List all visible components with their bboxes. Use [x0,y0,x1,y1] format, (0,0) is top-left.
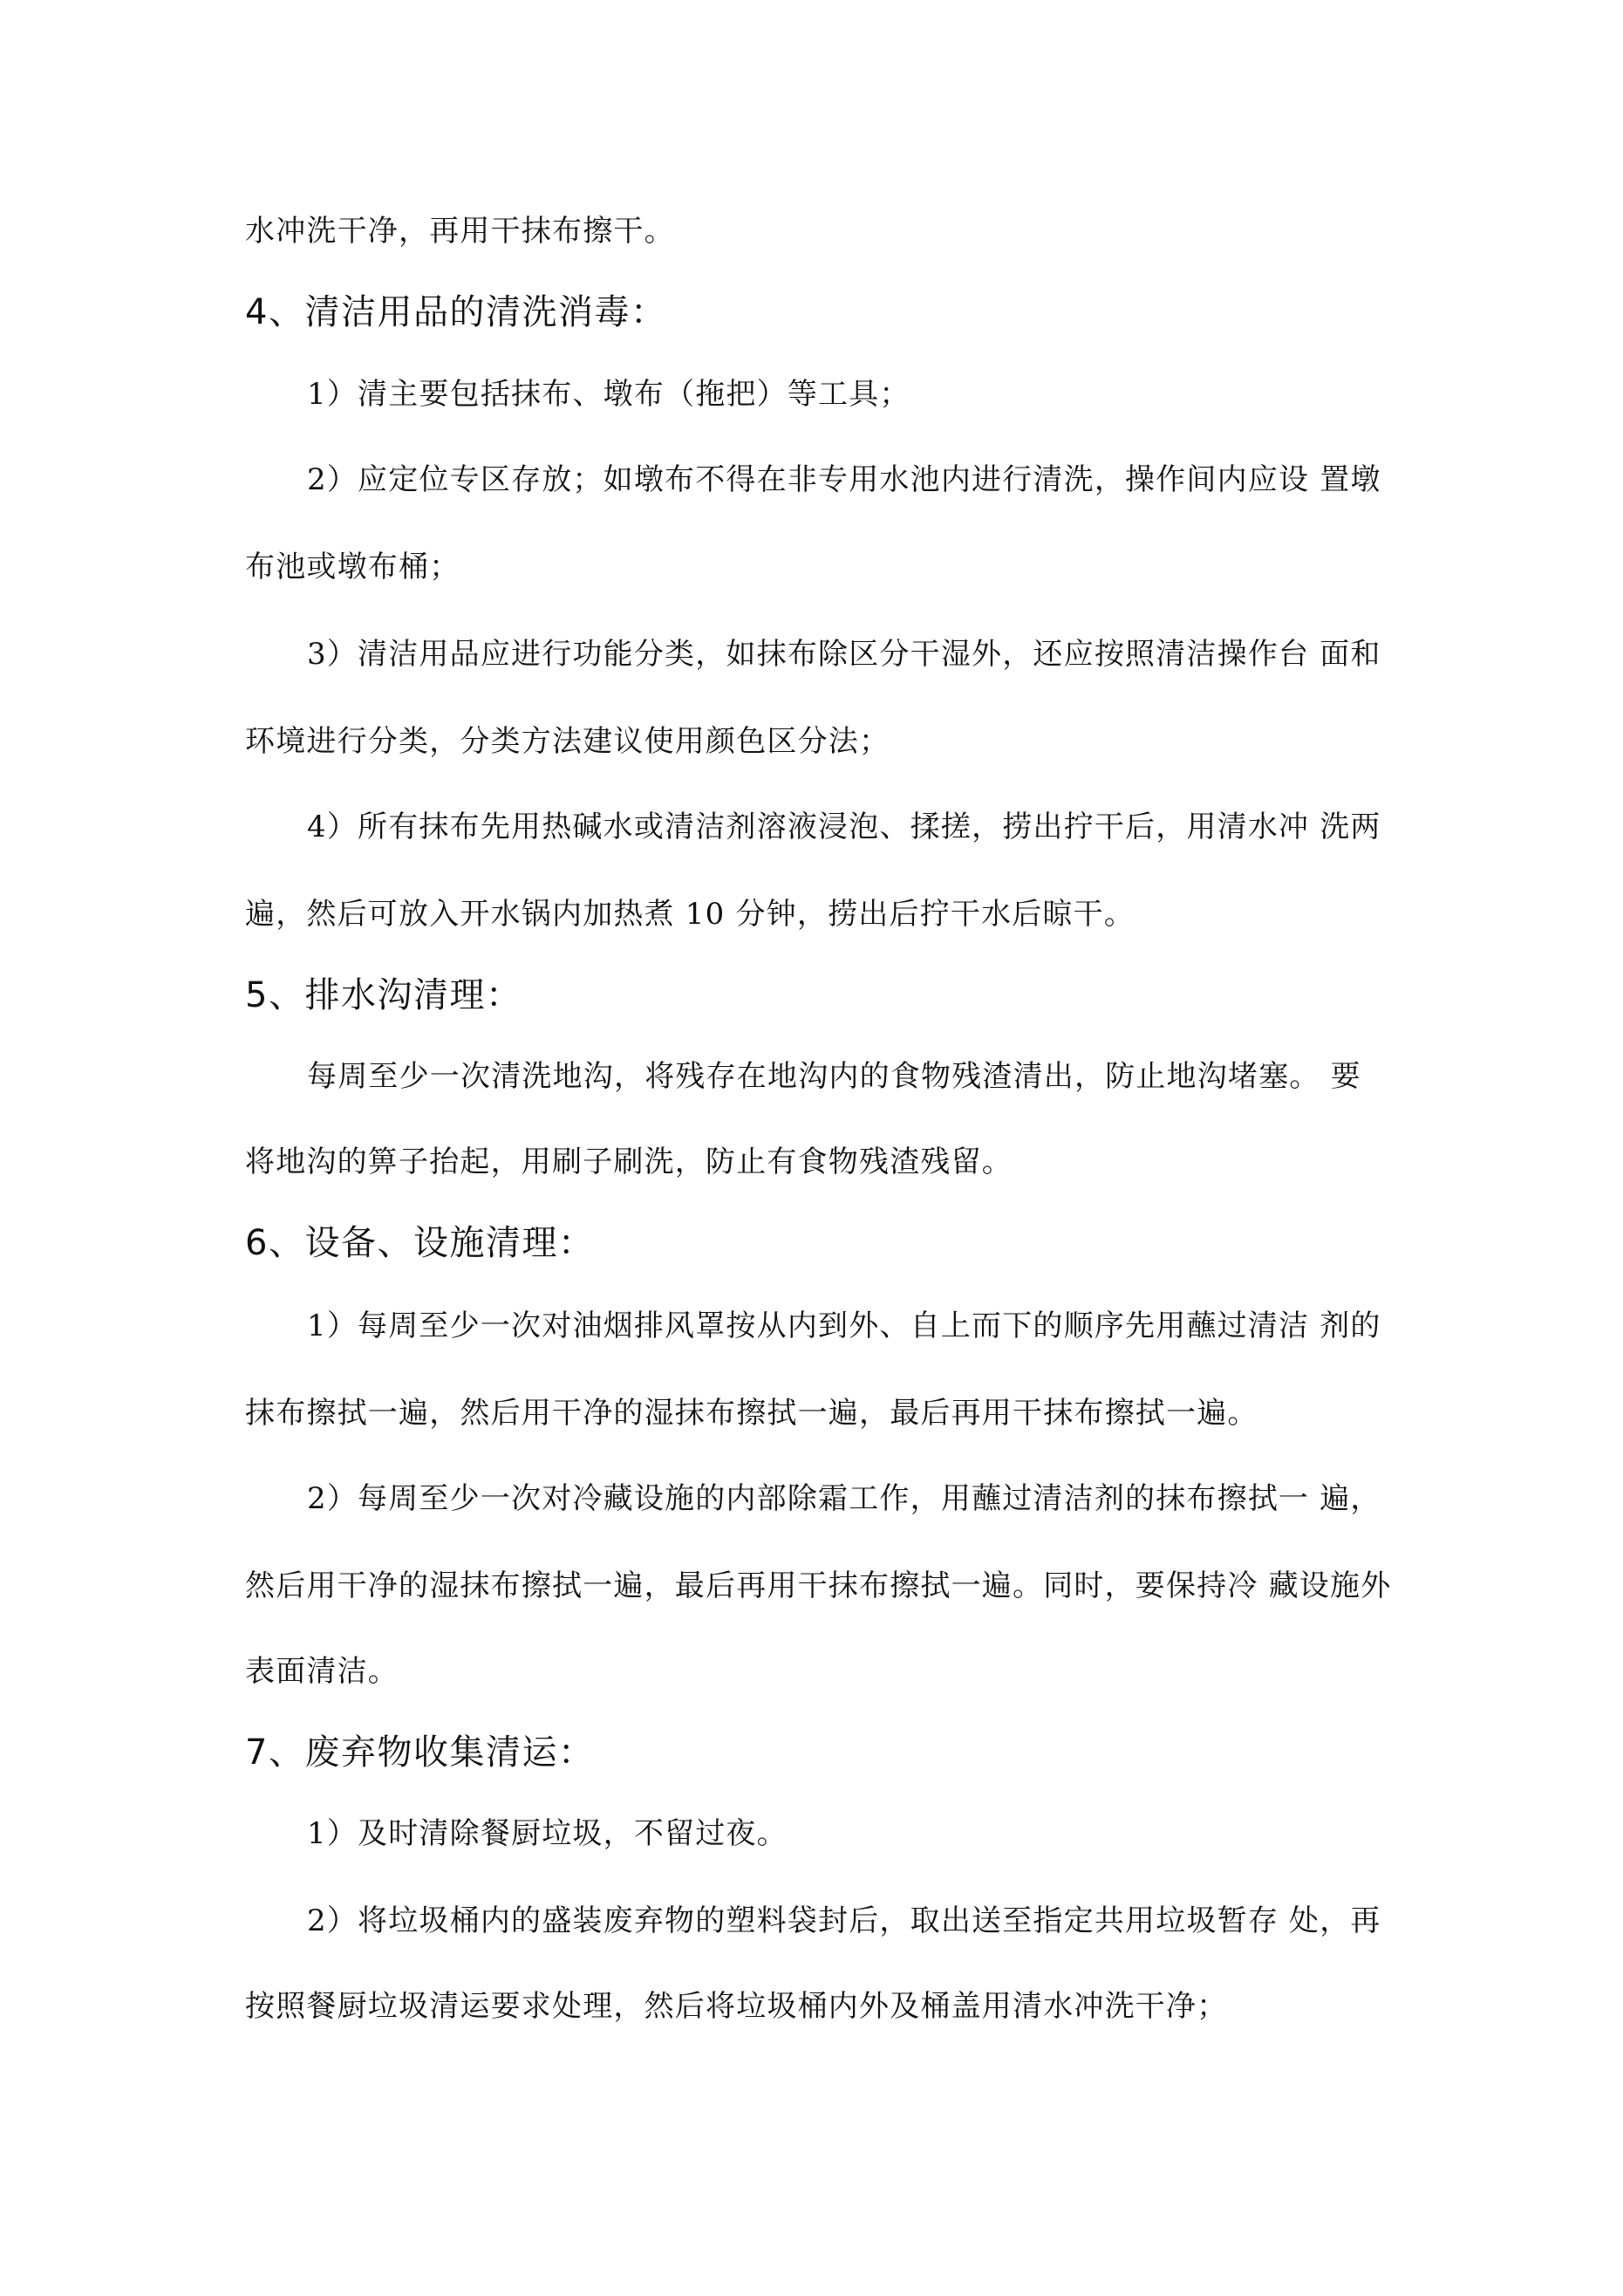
paragraph-line: 3）清洁用品应进行功能分类，如抹布除区分干湿外，还应按照清洁操作台 面和 [307,637,1381,672]
paragraph-line: 表面清洁。 [245,1654,399,1689]
section-heading-7: 7、废弃物收集清运： [245,1732,595,1773]
paragraph-line: 将地沟的箅子抬起，用刷子刷洗，防止有食物残渣残留。 [245,1145,1013,1179]
paragraph-line: 然后用干净的湿抹布擦拭一遍，最后再用干抹布擦拭一遍。同时，要保持冷 藏设施外 [245,1568,1392,1603]
paragraph-line: 布池或墩布桶； [245,550,460,584]
paragraph-line: 遍，然后可放入开水锅内加热煮 10 分钟，捞出后拧干水后晾干。 [245,897,1135,932]
paragraph-line: 1）及时清除餐厨垃圾，不留过夜。 [307,1816,788,1851]
paragraph-line: 环境进行分类，分类方法建议使用颜色区分法； [245,724,890,759]
paragraph-line: 按照餐厨垃圾清运要求处理，然后将垃圾桶内外及桶盖用清水冲洗干净； [245,1989,1228,2024]
paragraph-line: 每周至少一次清洗地沟，将残存在地沟内的食物残渣清出，防止地沟堵塞。 要 [307,1059,1361,1094]
paragraph-line: 1）每周至少一次对油烟排风罩按从内到外、自上而下的顺序先用蘸过清洁 剂的 [307,1309,1381,1343]
paragraph-line: 2）应定位专区存放；如墩布不得在非专用水池内进行清洗，操作间内应设 置墩 [307,462,1381,497]
section-heading-5: 5、排水沟清理： [245,975,522,1015]
paragraph-line: 4）所有抹布先用热碱水或清洁剂溶液浸泡、揉搓，捞出拧干后，用清水冲 洗两 [307,810,1381,844]
section-heading-6: 6、设备、设施清理： [245,1223,595,1263]
paragraph-line: 抹布擦拭一遍，然后用干净的湿抹布擦拭一遍，最后再用干抹布擦拭一遍。 [245,1396,1258,1431]
paragraph-line: 1）清主要包括抹布、墩布（拖把）等工具； [307,377,910,412]
paragraph-line: 水冲洗干净，再用干抹布擦干。 [245,214,675,249]
section-heading-4: 4、清洁用品的清洗消毒： [245,292,667,332]
paragraph-line: 2）将垃圾桶内的盛装废弃物的塑料袋封后，取出送至指定共用垃圾暂存 处，再 [307,1903,1381,1938]
paragraph-line: 2）每周至少一次对冷藏设施的内部除霜工作，用蘸过清洁剂的抹布擦拭一 遍， [307,1481,1381,1516]
